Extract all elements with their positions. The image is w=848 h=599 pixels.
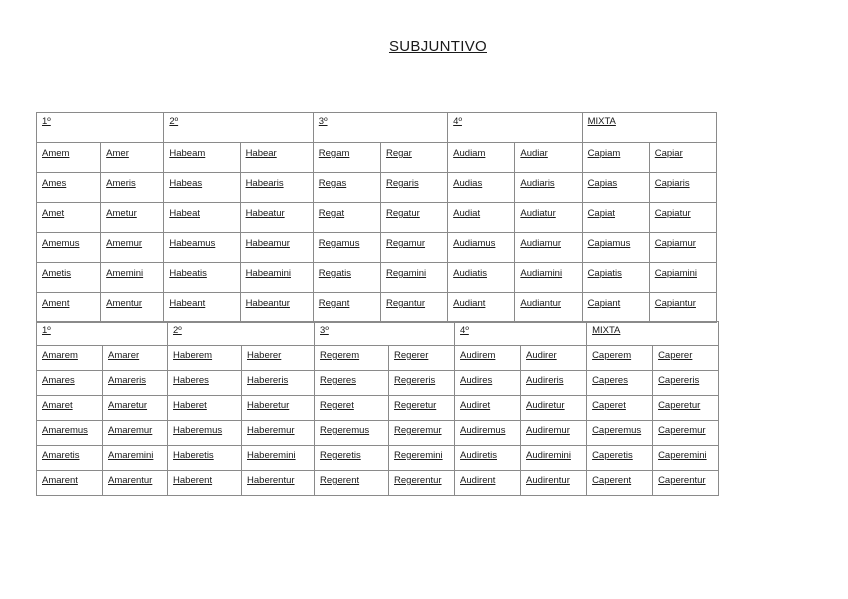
conjugation-header: 4º bbox=[455, 322, 587, 346]
verb-form-cell: Ametis bbox=[37, 263, 101, 293]
verb-form-cell: Audiamini bbox=[515, 263, 582, 293]
verb-form-cell: Amaremus bbox=[37, 421, 103, 446]
verb-form-cell: Amarem bbox=[37, 346, 103, 371]
verb-form-cell: Habeatis bbox=[164, 263, 240, 293]
verb-form-cell: Amarentur bbox=[103, 471, 168, 496]
verb-form-cell: Regamini bbox=[380, 263, 447, 293]
verb-form-cell: Regerent bbox=[315, 471, 389, 496]
verb-form-cell: Habearis bbox=[240, 173, 313, 203]
verb-form-cell: Amemur bbox=[101, 233, 164, 263]
verb-form-cell: Audiantur bbox=[515, 293, 582, 323]
subjunctive-present-table bbox=[36, 112, 717, 323]
verb-form-cell: Regeretur bbox=[389, 396, 455, 421]
verb-form-cell: Audirent bbox=[455, 471, 521, 496]
verb-form-cell: Haberetis bbox=[168, 446, 242, 471]
verb-form-cell: Regamus bbox=[313, 233, 380, 263]
verb-form-cell: Ameris bbox=[101, 173, 164, 203]
verb-form-cell: Habeantur bbox=[240, 293, 313, 323]
table-row bbox=[37, 203, 717, 233]
conjugation-header: 3º bbox=[315, 322, 455, 346]
verb-form-cell: Amaremur bbox=[103, 421, 168, 446]
table-row bbox=[37, 446, 719, 471]
verb-form-cell: Amares bbox=[37, 371, 103, 396]
verb-form-cell: Haberemus bbox=[168, 421, 242, 446]
conjugation-header: 4º bbox=[448, 113, 582, 143]
verb-form-cell: Audias bbox=[448, 173, 515, 203]
conjugation-header-row bbox=[37, 322, 719, 346]
verb-form-cell: Regeres bbox=[315, 371, 389, 396]
verb-form-cell: Haberer bbox=[242, 346, 315, 371]
verb-form-cell: Caperer bbox=[653, 346, 719, 371]
verb-form-cell: Caperentur bbox=[653, 471, 719, 496]
verb-form-cell: Regeretis bbox=[315, 446, 389, 471]
verb-form-cell: Amaremini bbox=[103, 446, 168, 471]
verb-form-cell: Regeret bbox=[315, 396, 389, 421]
verb-form-cell: Caperes bbox=[587, 371, 653, 396]
verb-form-cell: Amemus bbox=[37, 233, 101, 263]
verb-form-cell: Caperemus bbox=[587, 421, 653, 446]
conjugation-header: 1º bbox=[37, 322, 168, 346]
table-row bbox=[37, 263, 717, 293]
verb-form-cell: Habeamini bbox=[240, 263, 313, 293]
verb-form-cell: Habeamur bbox=[240, 233, 313, 263]
verb-form-cell: Capiamini bbox=[649, 263, 716, 293]
verb-form-cell: Habereris bbox=[242, 371, 315, 396]
verb-form-cell: Regar bbox=[380, 143, 447, 173]
verb-form-cell: Habeat bbox=[164, 203, 240, 233]
verb-form-cell: Capiatis bbox=[582, 263, 649, 293]
verb-form-cell: Habeam bbox=[164, 143, 240, 173]
table-row bbox=[37, 233, 717, 263]
verb-form-cell: Amareris bbox=[103, 371, 168, 396]
verb-form-cell: Ametur bbox=[101, 203, 164, 233]
verb-form-cell: Audiar bbox=[515, 143, 582, 173]
verb-form-cell: Audireris bbox=[521, 371, 587, 396]
conjugation-header: 2º bbox=[168, 322, 315, 346]
verb-form-cell: Audiremus bbox=[455, 421, 521, 446]
verb-form-cell: Habeamus bbox=[164, 233, 240, 263]
verb-form-cell: Haberetur bbox=[242, 396, 315, 421]
page-title: SUBJUNTIVO bbox=[388, 38, 487, 55]
conjugation-header: MIXTA bbox=[582, 113, 716, 143]
conjugation-header: MIXTA bbox=[587, 322, 719, 346]
verb-form-cell: Regereris bbox=[389, 371, 455, 396]
verb-form-cell: Capiam bbox=[582, 143, 649, 173]
conjugation-header: 3º bbox=[313, 113, 447, 143]
verb-form-cell: Habear bbox=[240, 143, 313, 173]
verb-form-cell: Amarent bbox=[37, 471, 103, 496]
verb-form-cell: Caperemur bbox=[653, 421, 719, 446]
verb-form-cell: Caperem bbox=[587, 346, 653, 371]
conjugation-header-row bbox=[37, 113, 717, 143]
verb-form-cell: Regatur bbox=[380, 203, 447, 233]
verb-form-cell: Haberemini bbox=[242, 446, 315, 471]
verb-form-cell: Audiretis bbox=[455, 446, 521, 471]
verb-form-cell: Audiretur bbox=[521, 396, 587, 421]
verb-form-cell: Amarer bbox=[103, 346, 168, 371]
verb-form-cell: Audires bbox=[455, 371, 521, 396]
verb-form-cell: Regatis bbox=[313, 263, 380, 293]
verb-form-cell: Audiamus bbox=[448, 233, 515, 263]
verb-form-cell: Audiat bbox=[448, 203, 515, 233]
verb-form-cell: Capiar bbox=[649, 143, 716, 173]
verb-form-cell: Caperet bbox=[587, 396, 653, 421]
verb-form-cell: Haberentur bbox=[242, 471, 315, 496]
verb-form-cell: Regaris bbox=[380, 173, 447, 203]
verb-form-cell: Regeremur bbox=[389, 421, 455, 446]
verb-form-cell: Capiaris bbox=[649, 173, 716, 203]
verb-form-cell: Amet bbox=[37, 203, 101, 233]
conjugation-header: 2º bbox=[164, 113, 313, 143]
table-row bbox=[37, 346, 719, 371]
verb-form-cell: Haberes bbox=[168, 371, 242, 396]
verb-form-cell: Amem bbox=[37, 143, 101, 173]
verb-form-cell: Caperetis bbox=[587, 446, 653, 471]
verb-form-cell: Regam bbox=[313, 143, 380, 173]
verb-form-cell: Regerentur bbox=[389, 471, 455, 496]
verb-form-cell: Ames bbox=[37, 173, 101, 203]
table-row bbox=[37, 293, 717, 323]
table-row bbox=[37, 371, 719, 396]
verb-form-cell: Amemini bbox=[101, 263, 164, 293]
verb-form-cell: Haberemur bbox=[242, 421, 315, 446]
verb-form-cell: Audiremur bbox=[521, 421, 587, 446]
verb-form-cell: Regerem bbox=[315, 346, 389, 371]
verb-form-cell: Audiant bbox=[448, 293, 515, 323]
verb-form-cell: Regantur bbox=[380, 293, 447, 323]
subjunctive-imperfect-table bbox=[36, 321, 719, 496]
verb-form-cell: Audirer bbox=[521, 346, 587, 371]
verb-form-cell: Haberem bbox=[168, 346, 242, 371]
verb-form-cell: Caperetur bbox=[653, 396, 719, 421]
verb-form-cell: Audirentur bbox=[521, 471, 587, 496]
verb-form-cell: Amer bbox=[101, 143, 164, 173]
table-row bbox=[37, 173, 717, 203]
verb-form-cell: Regerer bbox=[389, 346, 455, 371]
verb-form-cell: Regat bbox=[313, 203, 380, 233]
verb-form-cell: Capiat bbox=[582, 203, 649, 233]
verb-form-cell: Capiant bbox=[582, 293, 649, 323]
verb-form-cell: Amentur bbox=[101, 293, 164, 323]
verb-form-cell: Capiatur bbox=[649, 203, 716, 233]
verb-form-cell: Habeas bbox=[164, 173, 240, 203]
table-row bbox=[37, 421, 719, 446]
verb-form-cell: Haberet bbox=[168, 396, 242, 421]
verb-form-cell: Capiantur bbox=[649, 293, 716, 323]
table-row bbox=[37, 143, 717, 173]
table-row bbox=[37, 471, 719, 496]
verb-form-cell: Amaretur bbox=[103, 396, 168, 421]
verb-form-cell: Habeant bbox=[164, 293, 240, 323]
verb-form-cell: Audiamur bbox=[515, 233, 582, 263]
verb-form-cell: Regas bbox=[313, 173, 380, 203]
verb-form-cell: Amaretis bbox=[37, 446, 103, 471]
verb-form-cell: Haberent bbox=[168, 471, 242, 496]
verb-form-cell: Amaret bbox=[37, 396, 103, 421]
verb-form-cell: Caperemini bbox=[653, 446, 719, 471]
verb-form-cell: Regeremus bbox=[315, 421, 389, 446]
table-row bbox=[37, 396, 719, 421]
verb-form-cell: Caperent bbox=[587, 471, 653, 496]
verb-form-cell: Capiamus bbox=[582, 233, 649, 263]
verb-form-cell: Audiaris bbox=[515, 173, 582, 203]
verb-form-cell: Regant bbox=[313, 293, 380, 323]
verb-form-cell: Audiremini bbox=[521, 446, 587, 471]
verb-form-cell: Audiatur bbox=[515, 203, 582, 233]
verb-form-cell: Capereris bbox=[653, 371, 719, 396]
verb-form-cell: Regeremini bbox=[389, 446, 455, 471]
conjugation-header: 1º bbox=[37, 113, 164, 143]
verb-form-cell: Regamur bbox=[380, 233, 447, 263]
verb-form-cell: Audiatis bbox=[448, 263, 515, 293]
verb-form-cell: Ament bbox=[37, 293, 101, 323]
verb-form-cell: Habeatur bbox=[240, 203, 313, 233]
verb-form-cell: Audiam bbox=[448, 143, 515, 173]
verb-form-cell: Capias bbox=[582, 173, 649, 203]
verb-form-cell: Audiret bbox=[455, 396, 521, 421]
verb-form-cell: Capiamur bbox=[649, 233, 716, 263]
verb-form-cell: Audirem bbox=[455, 346, 521, 371]
